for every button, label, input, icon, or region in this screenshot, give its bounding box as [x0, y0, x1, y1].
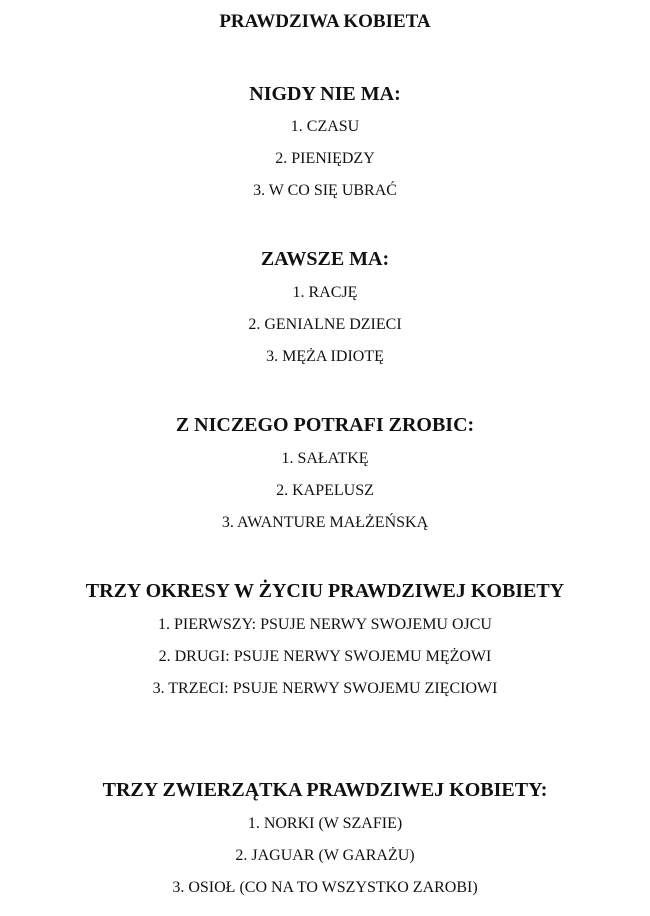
list-item: 2. PIENIĘDZY [275, 150, 375, 167]
list-item: 2. KAPELUSZ [276, 482, 374, 499]
list-item: 1. SAŁATKĘ [281, 450, 369, 467]
list-item: 3. OSIOŁ (CO NA TO WSZYSTKO ZAROBI) [172, 879, 478, 896]
list-item: 1. NORKI (W SZAFIE) [247, 815, 403, 832]
section-heading: NIGDY NIE MA: [249, 83, 401, 105]
list-item: 1. CZASU [290, 118, 360, 135]
list-item: 1. PIERWSZY: PSUJE NERWY SWOJEMU OJCU [158, 616, 492, 633]
section-heading: ZAWSZE MA: [260, 248, 390, 270]
list-item: 3. AWANTURE MAŁŻEŃSKĄ [221, 514, 429, 531]
list-item: 2. GENIALNE DZIECI [248, 316, 402, 333]
section-heading: Z NICZEGO POTRAFI ZROBIC: [175, 414, 475, 436]
list-item: 2. DRUGI: PSUJE NERWY SWOJEMU MĘŻOWI [158, 648, 492, 665]
document-title: PRAWDZIWA KOBIETA [219, 11, 431, 32]
list-item: 3. W CO SIĘ UBRAĆ [253, 182, 397, 199]
section-heading: TRZY OKRESY W ŻYCIU PRAWDZIWEJ KOBIETY [85, 580, 565, 602]
section-heading: TRZY ZWIERZĄTKA PRAWDZIWEJ KOBIETY: [102, 779, 548, 801]
list-item: 2. JAGUAR (W GARAŻU) [235, 847, 415, 864]
list-item: 3. TRZECI: PSUJE NERWY SWOJEMU ZIĘCIOWI [152, 680, 498, 697]
list-item: 1. RACJĘ [292, 284, 358, 301]
list-item: 3. MĘŻA IDIOTĘ [266, 348, 384, 365]
